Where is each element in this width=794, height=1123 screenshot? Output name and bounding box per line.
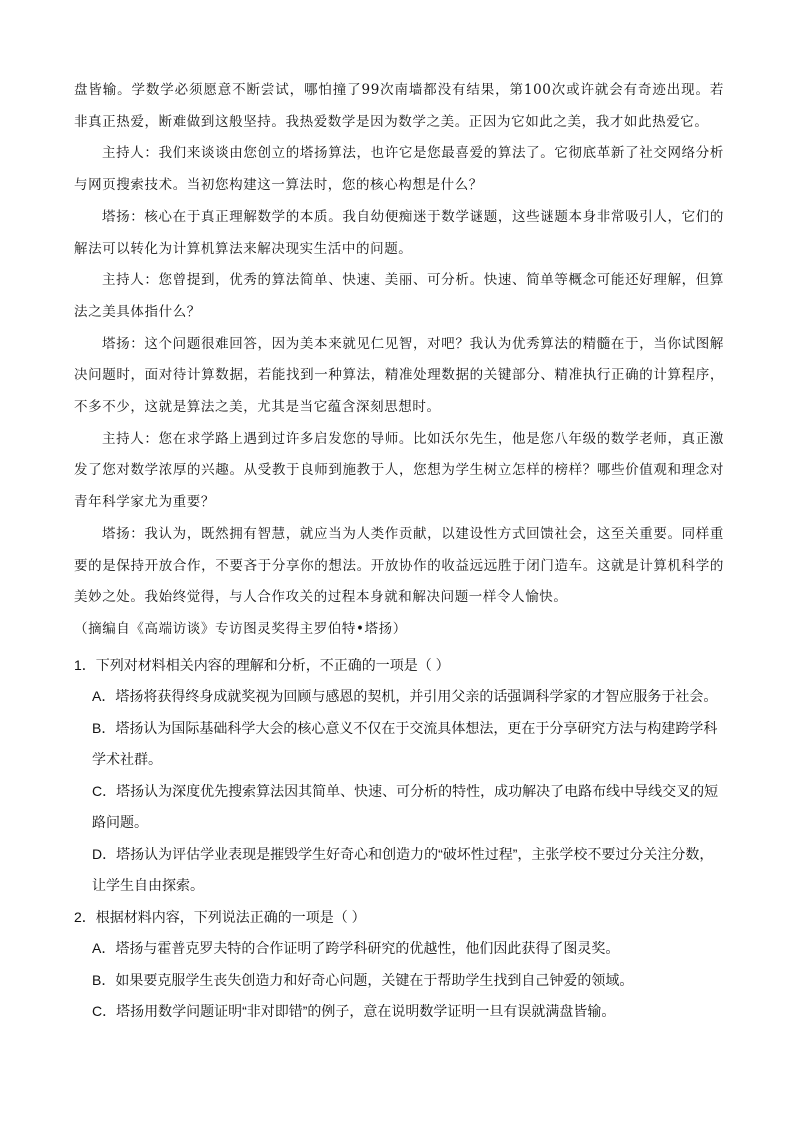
option-text: B．塔扬认为国际基础科学大会的核心意义不仅在于交流具体想法，更在于分享研究方法与构建跨学科: [92, 719, 718, 736]
passage-paragraph: 主持人：您在求学路上遇到过许多启发您的导师。比如沃尔先生，他是您八年级的数学老师，真正激发了您对数学浓厚的兴趣。从受教于良师到施教于人，您想为学生树立怎样的榜样？哪些价值观和理念对青年科学家尤为重要？: [74, 430, 724, 511]
interview-passage: [74, 75, 724, 646]
question-2: [74, 902, 724, 1028]
option-text-continued: 路问题。: [92, 814, 148, 831]
passage-paragraph: 塔扬：核心在于真正理解数学的本质。我自幼便痴迷于数学谜题，这些谜题本身非常吸引人，它们的解法可以转化为计算机算法来解决现实生活中的问题。: [74, 208, 724, 257]
passage-paragraph: 盘皆输。学数学必须愿意不断尝试，哪怕撞了99次南墙都没有结果，第100次或许就会有奇迹出现。若非真正热爱，断难做到这般坚持。我热爱数学是因为数学之美。正因为它如此之美，我才如此热爱它。: [74, 82, 724, 130]
option-text-continued: 让学生自由探索。: [92, 877, 204, 894]
option-a: A．塔扬将获得终身成就奖视为回顾与感恩的契机，并引用父亲的话强调科学家的才智应服务于社会。: [92, 688, 718, 705]
option-text-continued: 学术社群。: [92, 751, 162, 768]
question-stem: 1．下列对材料相关内容的理解和分析，不正确的一项是（ ）: [74, 656, 450, 673]
option-c: C．塔扬用数学问题证明“非对即错”的例子，意在说明数学证明一旦有误就满盘皆输。: [92, 1003, 616, 1020]
option-d: [92, 839, 724, 902]
passage-paragraph: 塔扬：这个问题很难回答，因为美本来就见仁见智，对吧？我认为优秀算法的精髓在于，当你试图解决问题时，面对待计算数据，若能找到一种算法，精准处理数据的关键部分、精准执行正确的计算程序，不多不少，这就是算法之美，尤其是当它蕴含深刻思想时。: [74, 335, 724, 416]
source-citation: （摘编自《高端访谈》专访图灵奖得主罗伯特•塔扬）: [74, 620, 407, 637]
passage-paragraph: 主持人：我们来谈谈由您创立的塔扬算法，也许它是您最喜爱的算法了。它彻底革新了社交网络分析与网页搜索技术。当初您构建这一算法时，您的核心构想是什么？: [74, 145, 724, 194]
option-b: [92, 713, 724, 776]
option-a: A．塔扬与霍普克罗夫特的合作证明了跨学科研究的优越性，他们因此获得了图灵奖。: [92, 940, 620, 957]
question-1: [74, 650, 724, 902]
question-stem: 2．根据材料内容，下列说法正确的一项是（ ）: [74, 908, 366, 925]
option-text: D．塔扬认为评估学业表现是摧毁学生好奇心和创造力的“破坏性过程”，主张学校不要过分关注分数，: [92, 845, 714, 862]
passage-paragraph: 主持人：您曾提到，优秀的算法简单、快速、美丽、可分析。快速、简单等概念可能还好理解，但算法之美具体指什么？: [74, 272, 724, 320]
option-text: C．塔扬认为深度优先搜索算法因其简单、快速、可分析的特性，成功解决了电路布线中导线交叉的短: [92, 782, 719, 799]
option-c: [92, 776, 724, 839]
passage-paragraph: 塔扬：我认为，既然拥有智慧，就应当为人类作贡献，以建设性方式回馈社会，这至关重要。同样重要的是保持开放合作，不要吝于分享你的想法。开放协作的收益远远胜于闭门造车。这就是计算机科学的美妙之处。我始终觉得，与人合作攻关的过程本身就和解决问题一样令人愉快。: [74, 525, 724, 606]
option-b: B．如果要克服学生丧失创造力和好奇心问题，关键在于帮助学生找到自己钟爱的领域。: [92, 971, 634, 988]
questions-section: [74, 650, 724, 1028]
